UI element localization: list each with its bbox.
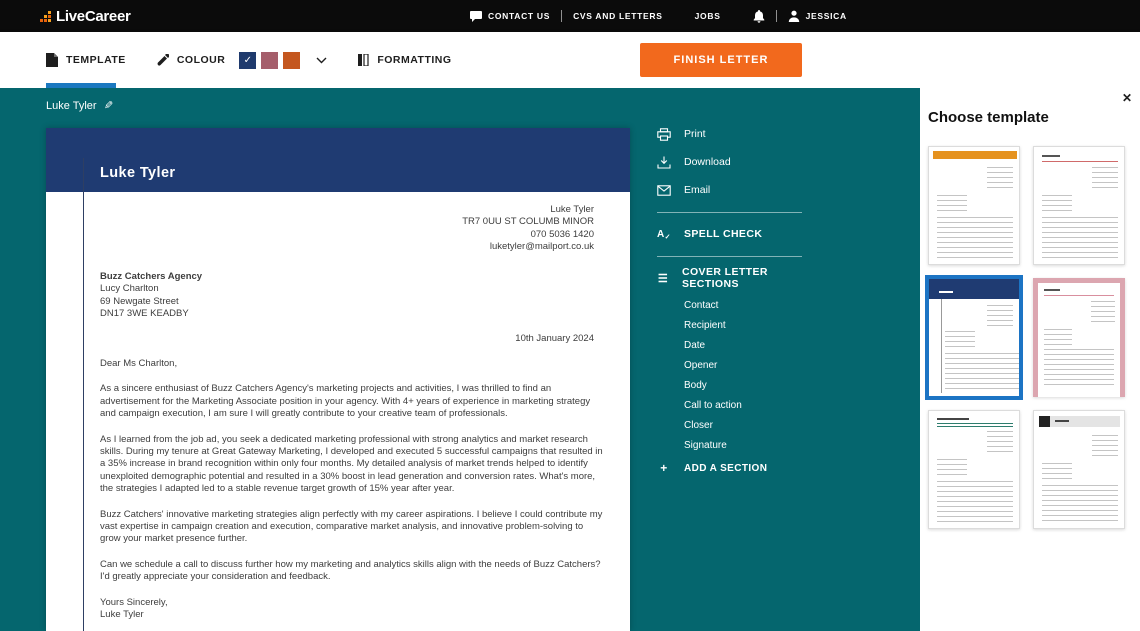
template-thumbnail-teal-rule[interactable]	[928, 410, 1020, 529]
colour-swatches	[239, 52, 300, 69]
brand-name: LiveCareer	[56, 7, 131, 25]
section-item-signature[interactable]: Signature	[684, 440, 727, 451]
printer-icon	[657, 128, 671, 141]
logo-dots-icon	[40, 10, 53, 23]
action-menu	[657, 128, 807, 490]
swatch-navy[interactable]	[239, 52, 256, 69]
template-icon	[46, 53, 58, 67]
editor-canvas	[0, 88, 920, 631]
nav-jobs[interactable]: JOBS	[694, 11, 721, 21]
template-grid	[928, 146, 1125, 529]
letter-header-band[interactable]	[46, 128, 630, 192]
section-item-contact[interactable]: Contact	[684, 300, 719, 311]
letter-header-name: Luke Tyler	[100, 165, 176, 181]
section-item-recipient[interactable]: Recipient	[684, 320, 726, 331]
menu-divider	[657, 212, 802, 213]
user-name: JESSICA	[805, 11, 847, 21]
section-item-opener[interactable]: Opener	[684, 360, 718, 371]
section-item-date[interactable]: Date	[684, 340, 706, 351]
template-thumbnail-orange-header[interactable]	[928, 146, 1020, 265]
top-nav	[470, 0, 847, 32]
download-button[interactable]: Download	[657, 156, 807, 168]
paint-icon	[156, 54, 169, 67]
call-to-action-paragraph[interactable]: Can we schedule a call to discuss further how my marketing and analytics skills align with the needs of Buzz Catchers? I'd greatly appreciate your consideration and feedback.	[100, 558, 601, 583]
edit-pencil-icon[interactable]: ✎	[103, 100, 113, 112]
list-icon: ☰	[657, 272, 669, 285]
contact-section[interactable]: Luke Tyler TR7 0UU ST COLUMB MINOR 070 5036 1420 luketyler@mailport.co.uk	[462, 204, 594, 253]
notifications-button[interactable]	[753, 10, 765, 23]
livecareer-logo[interactable]	[40, 0, 131, 32]
sections-list	[684, 300, 807, 452]
panel-title: Choose template	[928, 109, 1049, 126]
section-item-body[interactable]: Body	[684, 380, 707, 391]
tab-template[interactable]: TEMPLATE	[46, 53, 126, 67]
template-thumbnail-dark-badge[interactable]	[1033, 410, 1125, 529]
nav-contact-us[interactable]: CONTACT US	[470, 11, 550, 22]
nav-cvs-and-letters[interactable]: CVS AND LETTERS	[573, 11, 663, 21]
tab-formatting[interactable]: FORMATTING	[357, 54, 451, 66]
template-thumbnail-navy-header[interactable]	[928, 278, 1020, 397]
date-section[interactable]: 10th January 2024	[515, 333, 594, 344]
signature-section[interactable]: Luke Tyler	[100, 609, 144, 621]
nav-divider	[776, 10, 777, 22]
body-paragraph[interactable]: Buzz Catchers' innovative marketing strategies align perfectly with my career aspirations. I believe I could contribute my vast expertise in campaign creation and execution, comparative market analysis, and innovative problem-solving to grow your market presence further.	[100, 508, 603, 545]
swatch-maroon[interactable]	[261, 52, 278, 69]
chat-icon	[470, 11, 482, 22]
spell-check-button[interactable]: $A_✓$ SPELL CHECK	[657, 228, 763, 241]
formatting-icon	[357, 54, 369, 66]
template-thumbnail-rose-frame[interactable]	[1033, 278, 1125, 397]
check-icon: ✓	[243, 54, 252, 66]
add-section-button[interactable]: + ADD A SECTION	[657, 462, 807, 474]
close-icon[interactable]: ✕	[1121, 91, 1132, 105]
choose-template-panel	[920, 88, 1140, 631]
recipient-section[interactable]: Buzz Catchers Agency Lucy Charlton 69 Newgate Street DN17 3WE KEADBY	[100, 271, 203, 320]
body-paragraph[interactable]: As a sincere enthusiast of Buzz Catchers Agency's marketing projects and activities, I was thrilled to find an advertisement for the Marketing Associate position in your agency. With 4+ years of experience in marketing strategy and campaign execution, I am sure I will greatly contribute to your creative team of professionals.	[100, 383, 591, 420]
nav-divider	[561, 10, 562, 22]
bell-icon	[753, 10, 765, 23]
editor-toolbar	[0, 32, 1140, 88]
spell-check-icon: $A_✓$	[657, 228, 671, 241]
envelope-icon	[657, 185, 671, 196]
cover-letter-sections-header[interactable]: ☰ COVER LETTER SECTIONS	[657, 266, 768, 290]
document-title[interactable]: Luke Tyler ✎	[46, 99, 113, 112]
colour-control[interactable]: COLOUR ✓	[156, 52, 328, 69]
menu-divider	[657, 256, 802, 257]
download-icon	[657, 156, 671, 169]
swatch-orange[interactable]	[283, 52, 300, 69]
body-paragraph[interactable]: As I learned from the job ad, you seek a dedicated marketing professional with strong analytics and market research skills. During my tenure at Great Gateway Marketing, I developed and executed 5 successful campaigns that resulted in a 35% increase in brand recognition within only four months. My detailed analysis of market trends helped to identify unexploited demographic potential and resulted in a 30% boost in lead generation and conversion rates. What's more, the strategies I adapted led to a stable revenue target growth of 15% year after year.	[100, 433, 603, 495]
template-thumbnail-red-rule[interactable]	[1033, 146, 1125, 265]
account-menu[interactable]	[788, 10, 847, 22]
letter-body	[100, 358, 606, 622]
chevron-down-icon[interactable]	[316, 57, 327, 64]
print-button[interactable]: Print	[657, 128, 807, 140]
email-button[interactable]: Email	[657, 184, 807, 196]
person-icon	[788, 10, 800, 22]
letter-accent-line	[83, 158, 84, 631]
closer-section[interactable]: Yours Sincerely,	[100, 596, 168, 608]
opener-section[interactable]: Dear Ms Charlton,	[100, 358, 178, 369]
top-bar	[0, 0, 1140, 32]
plus-icon: +	[660, 461, 668, 475]
section-item-closer[interactable]: Closer	[684, 420, 713, 431]
letter-page	[46, 128, 630, 631]
finish-letter-button[interactable]: FINISH LETTER	[640, 43, 802, 77]
section-item-call-to-action[interactable]: Call to action	[684, 400, 742, 411]
